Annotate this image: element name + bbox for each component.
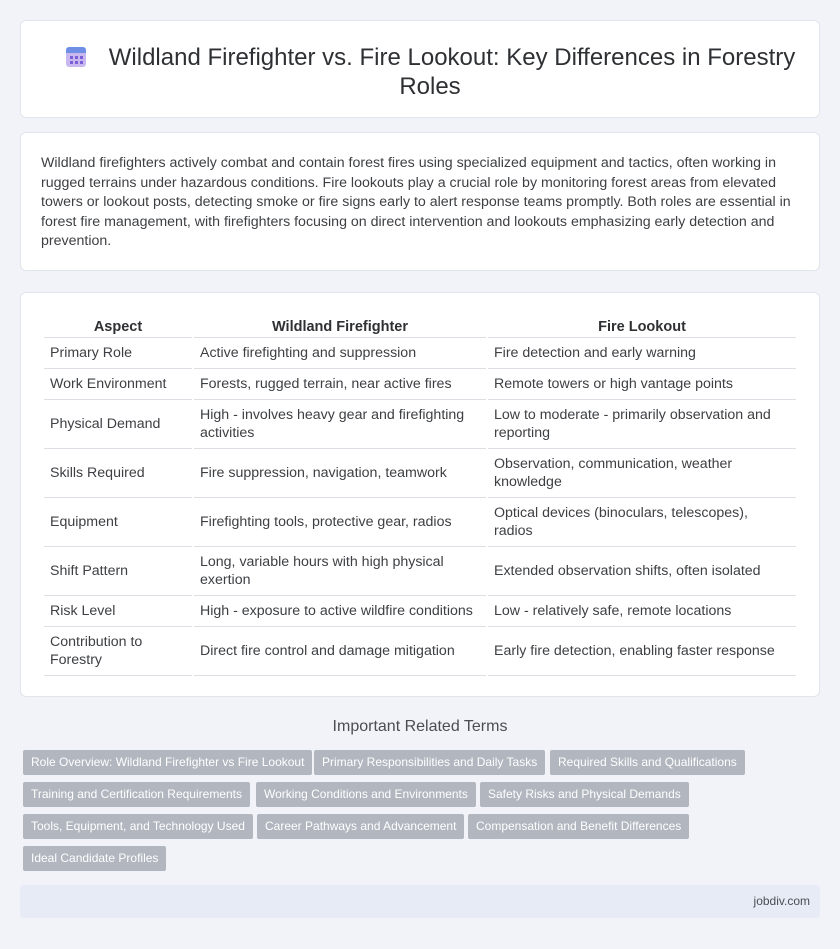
header-fire-lookout: Fire Lookout xyxy=(488,316,796,338)
row-aspect: Work Environment xyxy=(44,369,192,400)
term-tag[interactable]: Working Conditions and Environments xyxy=(256,782,476,807)
row-aspect: Primary Role xyxy=(44,338,192,369)
row-aspect: Physical Demand xyxy=(44,400,192,449)
footer xyxy=(20,885,820,918)
comparison-table xyxy=(42,316,798,676)
header-card xyxy=(20,20,820,118)
row-lookout-value: Remote towers or high vantage points xyxy=(488,369,796,400)
intro-card xyxy=(20,132,820,271)
related-terms-title: Important Related Terms xyxy=(332,718,508,735)
term-tag[interactable]: Training and Certification Requirements xyxy=(23,782,250,807)
row-firefighter-value: Fire suppression, navigation, teamwork xyxy=(194,449,486,498)
comparison-table-card xyxy=(20,292,820,697)
row-aspect: Contribution to Forestry xyxy=(44,627,192,676)
term-tag[interactable]: Required Skills and Qualifications xyxy=(550,750,745,775)
row-firefighter-value: Active firefighting and suppression xyxy=(194,338,486,369)
row-lookout-value: Early fire detection, enabling faster response xyxy=(488,627,796,676)
row-firefighter-value: Firefighting tools, protective gear, radios xyxy=(194,498,486,547)
row-lookout-value: Observation, communication, weather knowledge xyxy=(488,449,796,498)
page-title: Wildland Firefighter vs. Fire Lookout: Key Differences in Forestry Roles xyxy=(108,44,796,100)
row-lookout-value: Low - relatively safe, remote locations xyxy=(488,596,796,627)
row-firefighter-value: Long, variable hours with high physical exertion xyxy=(194,547,486,596)
table-header-row xyxy=(44,316,796,338)
row-firefighter-value: Forests, rugged terrain, near active fires xyxy=(194,369,486,400)
row-aspect: Skills Required xyxy=(44,449,192,498)
term-tag[interactable]: Tools, Equipment, and Technology Used xyxy=(23,814,253,839)
table-row xyxy=(44,400,796,449)
term-tag[interactable]: Primary Responsibilities and Daily Tasks xyxy=(314,750,545,775)
row-firefighter-value: High - exposure to active wildfire conditions xyxy=(194,596,486,627)
term-tag[interactable]: Safety Risks and Physical Demands xyxy=(480,782,689,807)
row-aspect: Shift Pattern xyxy=(44,547,192,596)
row-firefighter-value: Direct fire control and damage mitigation xyxy=(194,627,486,676)
row-lookout-value: Fire detection and early warning xyxy=(488,338,796,369)
table-row xyxy=(44,498,796,547)
table-row xyxy=(44,627,796,676)
term-tag[interactable]: Ideal Candidate Profiles xyxy=(23,846,166,871)
table-row xyxy=(44,596,796,627)
calendar-grid-icon xyxy=(65,46,87,68)
header-aspect: Aspect xyxy=(44,316,192,338)
table-row xyxy=(44,547,796,596)
term-tag[interactable]: Career Pathways and Advancement xyxy=(257,814,464,839)
row-lookout-value: Low to moderate - primarily observation and reporting xyxy=(488,400,796,449)
row-firefighter-value: High - involves heavy gear and firefighting activities xyxy=(194,400,486,449)
footer-site-link[interactable]: jobdiv.com xyxy=(753,894,810,908)
page-title-wrap xyxy=(61,43,799,101)
table-row xyxy=(44,369,796,400)
intro-paragraph: Wildland firefighters actively combat and contain forest fires using specialized equipment and tactics, often working in rugged terrains under hazardous conditions. Fire lookouts play a crucial role by monitoring forest areas from elevated towers or lookout posts, detecting smoke or fire signs early to alert response teams promptly. Both roles are essential in forest fire management, with firefighters focusing on direct intervention and lookouts emphasizing early detection and prevention. xyxy=(41,155,791,250)
row-aspect: Risk Level xyxy=(44,596,192,627)
header-wildland-firefighter: Wildland Firefighter xyxy=(194,316,486,338)
row-lookout-value: Optical devices (binoculars, telescopes), radios xyxy=(488,498,796,547)
row-aspect: Equipment xyxy=(44,498,192,547)
table-row xyxy=(44,338,796,369)
row-lookout-value: Extended observation shifts, often isolated xyxy=(488,547,796,596)
term-tag[interactable]: Role Overview: Wildland Firefighter vs Fire Lookout xyxy=(23,750,312,775)
term-tag[interactable]: Compensation and Benefit Differences xyxy=(468,814,689,839)
table-row xyxy=(44,449,796,498)
